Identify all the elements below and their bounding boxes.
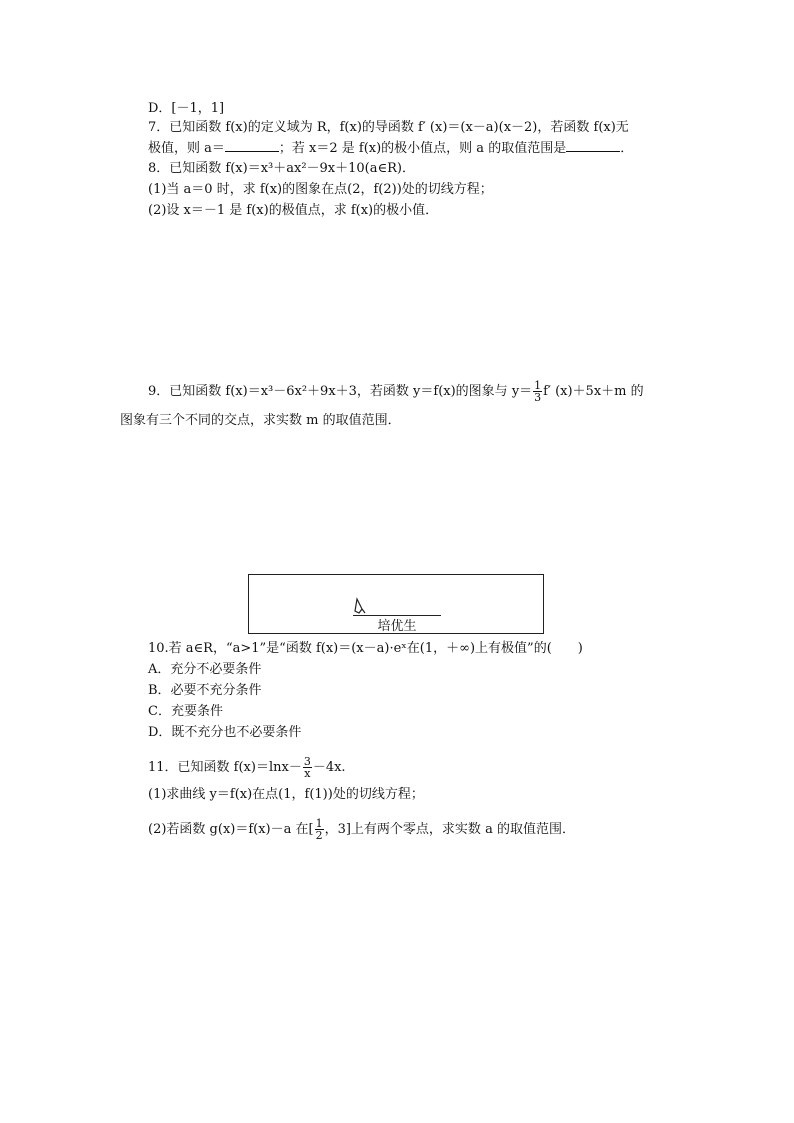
q9-frac-num: 1: [534, 379, 542, 392]
q9-fraction: [533, 380, 542, 403]
section-header-box: [248, 574, 544, 634]
q11-part2-frac-den: 2: [315, 829, 323, 842]
q7-text-a: 极值，则 a＝: [148, 141, 225, 156]
q11-stem: [148, 756, 346, 779]
pencil-icon: [353, 597, 367, 615]
q9-text-a: 9．已知函数 f(x)＝x³－6x²＋9x＋3，若函数 y＝f(x)的图象与 y＝: [148, 384, 533, 399]
q7-line1: 7．已知函数 f(x)的定义域为 R，f(x)的导函数 f′ (x)＝(x－a)(x－2)，若函数 f(x)无: [148, 120, 629, 135]
q7-text-c: ．: [620, 141, 634, 156]
q9-line2: 图象有三个不同的交点，求实数 m 的取值范围．: [120, 413, 401, 428]
q9-text-b: f′ (x)＋5x＋m 的: [543, 384, 644, 399]
q10-option-c[interactable]: C．充要条件: [148, 704, 223, 719]
q11-text-b: －4x.: [312, 760, 346, 775]
q8-part2: (2)设 x＝－1 是 f(x)的极值点，求 f(x)的极小值．: [148, 203, 439, 218]
q11-text-a: 11．已知函数 f(x)＝lnx－: [148, 760, 302, 775]
q7-text-b: ；若 x＝2 是 f(x)的极小值点，则 a 的取值范围是: [278, 141, 567, 156]
q10-option-d[interactable]: D．既不充分也不必要条件: [148, 725, 302, 740]
q10-option-b[interactable]: B．必要不充分条件: [148, 683, 262, 698]
q7-answer-blank-2[interactable]: [566, 139, 620, 152]
q6-option-d: D．[－1，1]: [148, 101, 225, 116]
section-label: 培优生: [377, 619, 417, 634]
q11-part2-fraction: [315, 818, 324, 841]
q11-fraction: [303, 756, 312, 779]
q9-line1: [148, 380, 644, 403]
q9-frac-den: 3: [534, 391, 542, 404]
q11-part2-frac-num: 1: [315, 817, 323, 830]
q11-part2-text-a: (2)若函数 g(x)＝f(x)－a 在[: [148, 822, 314, 837]
q11-part2: [148, 818, 575, 841]
q8-stem: 8．已知函数 f(x)＝x³＋ax²－9x＋10(a∈R)．: [148, 161, 415, 176]
q7-line2: [148, 139, 633, 158]
q11-frac-num: 3: [303, 755, 311, 768]
q10-option-a[interactable]: A．充分不必要条件: [148, 662, 262, 677]
q10-stem: 10.若 a∈R，“a>1”是“函数 f(x)＝(x－a)·eˣ在(1，＋∞)上有极值”的( ): [148, 641, 583, 656]
q7-answer-blank-1[interactable]: [225, 139, 279, 152]
q11-frac-den: x: [304, 767, 311, 780]
q11-part1: (1)求曲线 y＝f(x)在点(1，f(1))处的切线方程；: [148, 787, 424, 802]
q8-part1: (1)当 a＝0 时，求 f(x)的图象在点(2，f(2))处的切线方程；: [148, 182, 493, 197]
q11-part2-text-b: ，3]上有两个零点，求实数 a 的取值范围．: [324, 822, 575, 837]
section-underline: [353, 615, 441, 616]
